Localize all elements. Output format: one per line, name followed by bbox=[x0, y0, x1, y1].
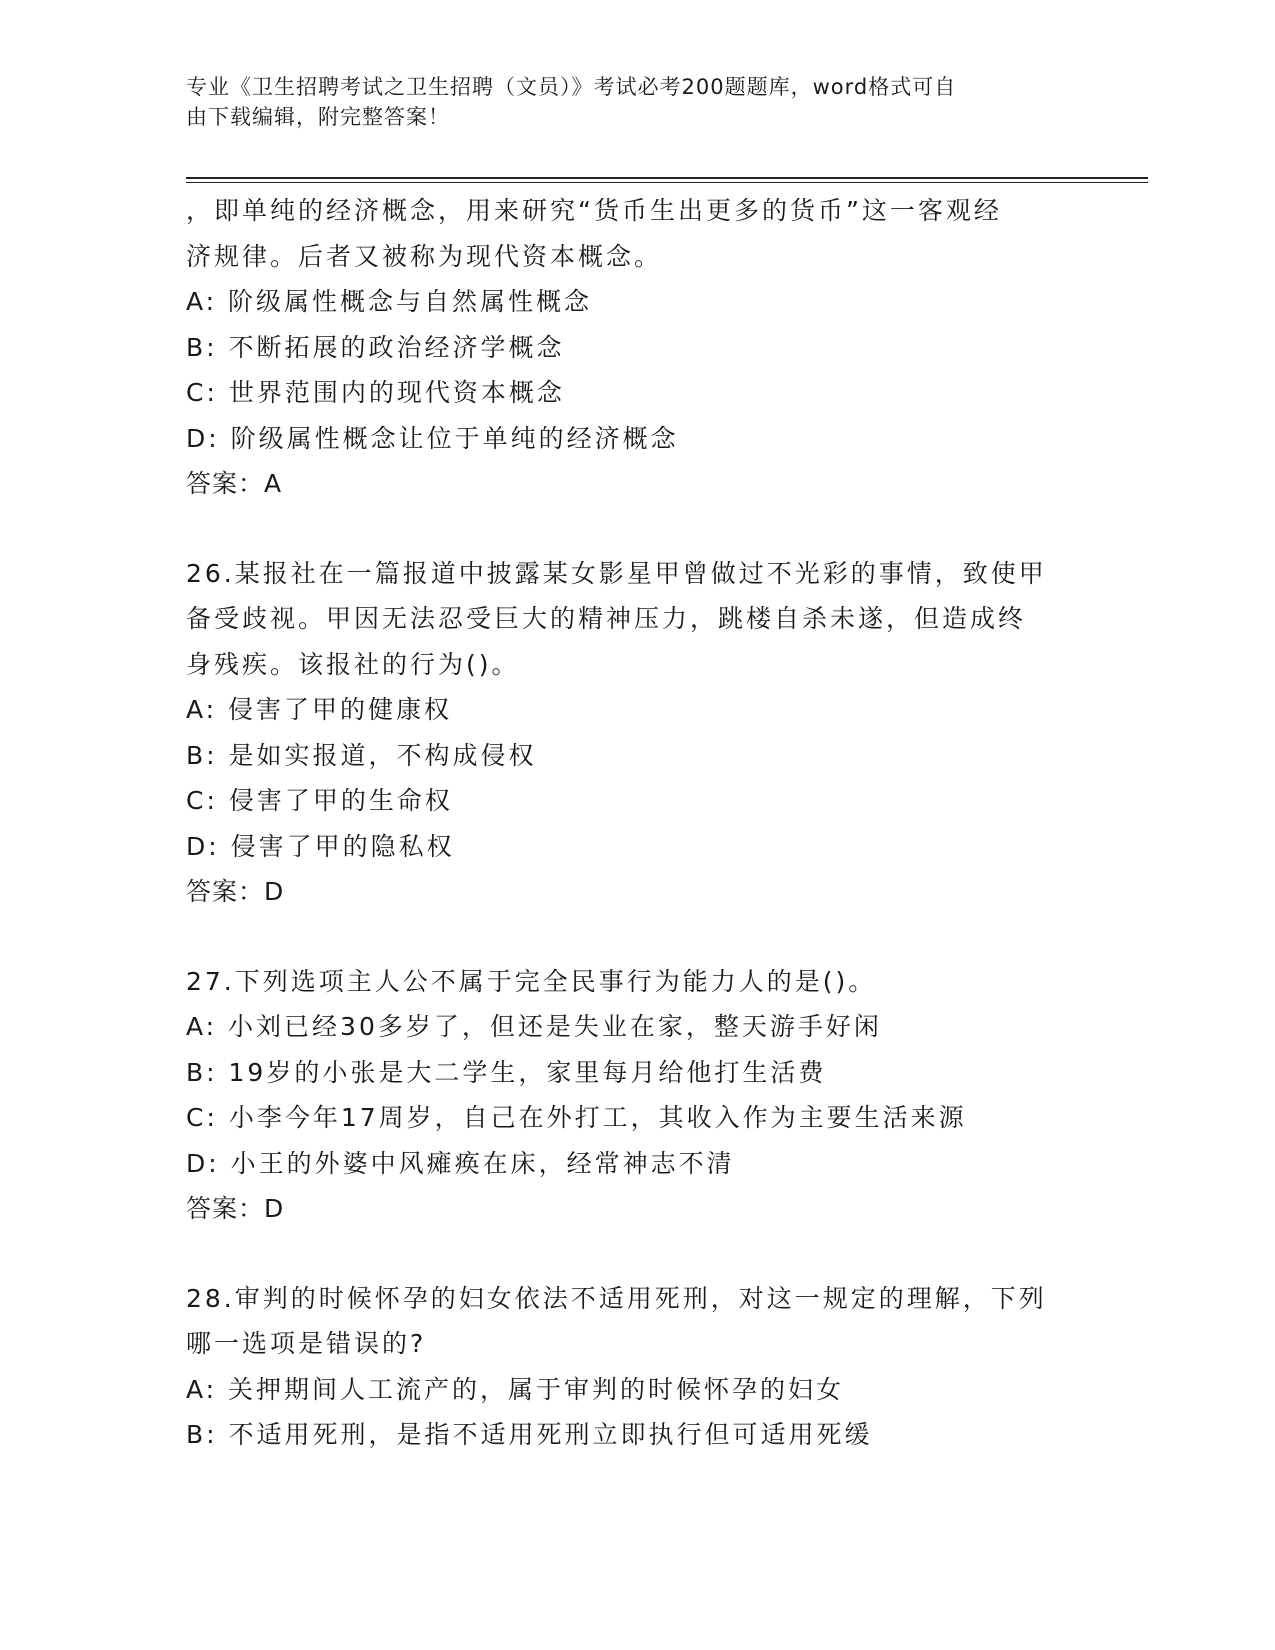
option-c: C: 侵害了甲的生命权 bbox=[186, 786, 453, 815]
header-line-1: 专业《卫生招聘考试之卫生招聘（文员）》考试必考200题题库，word格式可自 bbox=[186, 75, 957, 99]
option-a: A: 小刘已经30多岁了，但还是失业在家，整天游手好闲 bbox=[186, 1012, 882, 1041]
question-27 bbox=[186, 959, 1086, 1232]
option-d: D: 阶级属性概念让位于单纯的经济概念 bbox=[186, 423, 679, 453]
option-c: C: 小李今年17周岁，自己在外打工，其收入作为主要生活来源 bbox=[186, 1103, 967, 1132]
question-text-line: 27.下列选项主人公不属于完全民事行为能力人的是()。 bbox=[186, 966, 877, 996]
document-header bbox=[186, 72, 1066, 132]
question-text-line: 济规律。后者又被称为现代资本概念。 bbox=[186, 241, 663, 271]
question-text-line: 26.某报社在一篇报道中披露某女影星甲曾做过不光彩的事情，致使甲 bbox=[186, 558, 1047, 588]
option-a: A: 阶级属性概念与自然属性概念 bbox=[186, 287, 593, 316]
answer-line: 答案：A bbox=[186, 469, 283, 498]
option-c: C: 世界范围内的现代资本概念 bbox=[186, 378, 565, 407]
question-spacer bbox=[186, 1232, 1086, 1276]
header-divider-thick bbox=[186, 177, 1148, 179]
question-text-line: 哪一选项是错误的? bbox=[186, 1329, 427, 1358]
question-26 bbox=[186, 551, 1086, 915]
question-spacer bbox=[186, 915, 1086, 959]
header-line-2: 由下载编辑，附完整答案！ bbox=[186, 105, 450, 129]
question-text-line: 身残疾。该报社的行为()。 bbox=[186, 649, 520, 679]
option-d: D: 侵害了甲的隐私权 bbox=[186, 831, 455, 861]
question-28 bbox=[186, 1276, 1086, 1458]
option-b: B: 19岁的小张是大二学生，家里每月给他打生活费 bbox=[186, 1057, 827, 1087]
option-a: A: 关押期间人工流产的，属于审判的时候怀孕的妇女 bbox=[186, 1374, 845, 1404]
answer-line: 答案：D bbox=[186, 1194, 285, 1223]
question-text-line: 28.审判的时候怀孕的妇女依法不适用死刑，对这一规定的理解，下列 bbox=[186, 1283, 1047, 1313]
answer-line: 答案：D bbox=[186, 877, 285, 906]
question-list bbox=[186, 188, 1086, 1458]
question-text-line: 备受歧视。甲因无法忍受巨大的精神压力，跳楼自杀未遂，但造成终 bbox=[186, 604, 1027, 633]
option-b: B: 不适用死刑，是指不适用死刑立即执行但可适用死缓 bbox=[186, 1420, 873, 1449]
option-b: B: 不断拓展的政治经济学概念 bbox=[186, 332, 565, 362]
option-b: B: 是如实报道，不构成侵权 bbox=[186, 740, 537, 770]
question-25 bbox=[186, 188, 1086, 507]
question-spacer bbox=[186, 507, 1086, 551]
header-divider-thin bbox=[186, 182, 1148, 183]
question-text-line: ，即单纯的经济概念，用来研究“货币生出更多的货币”这一客观经 bbox=[186, 196, 1002, 225]
option-a: A: 侵害了甲的健康权 bbox=[186, 695, 453, 724]
option-d: D: 小王的外婆中风瘫痪在床，经常神志不清 bbox=[186, 1148, 735, 1178]
